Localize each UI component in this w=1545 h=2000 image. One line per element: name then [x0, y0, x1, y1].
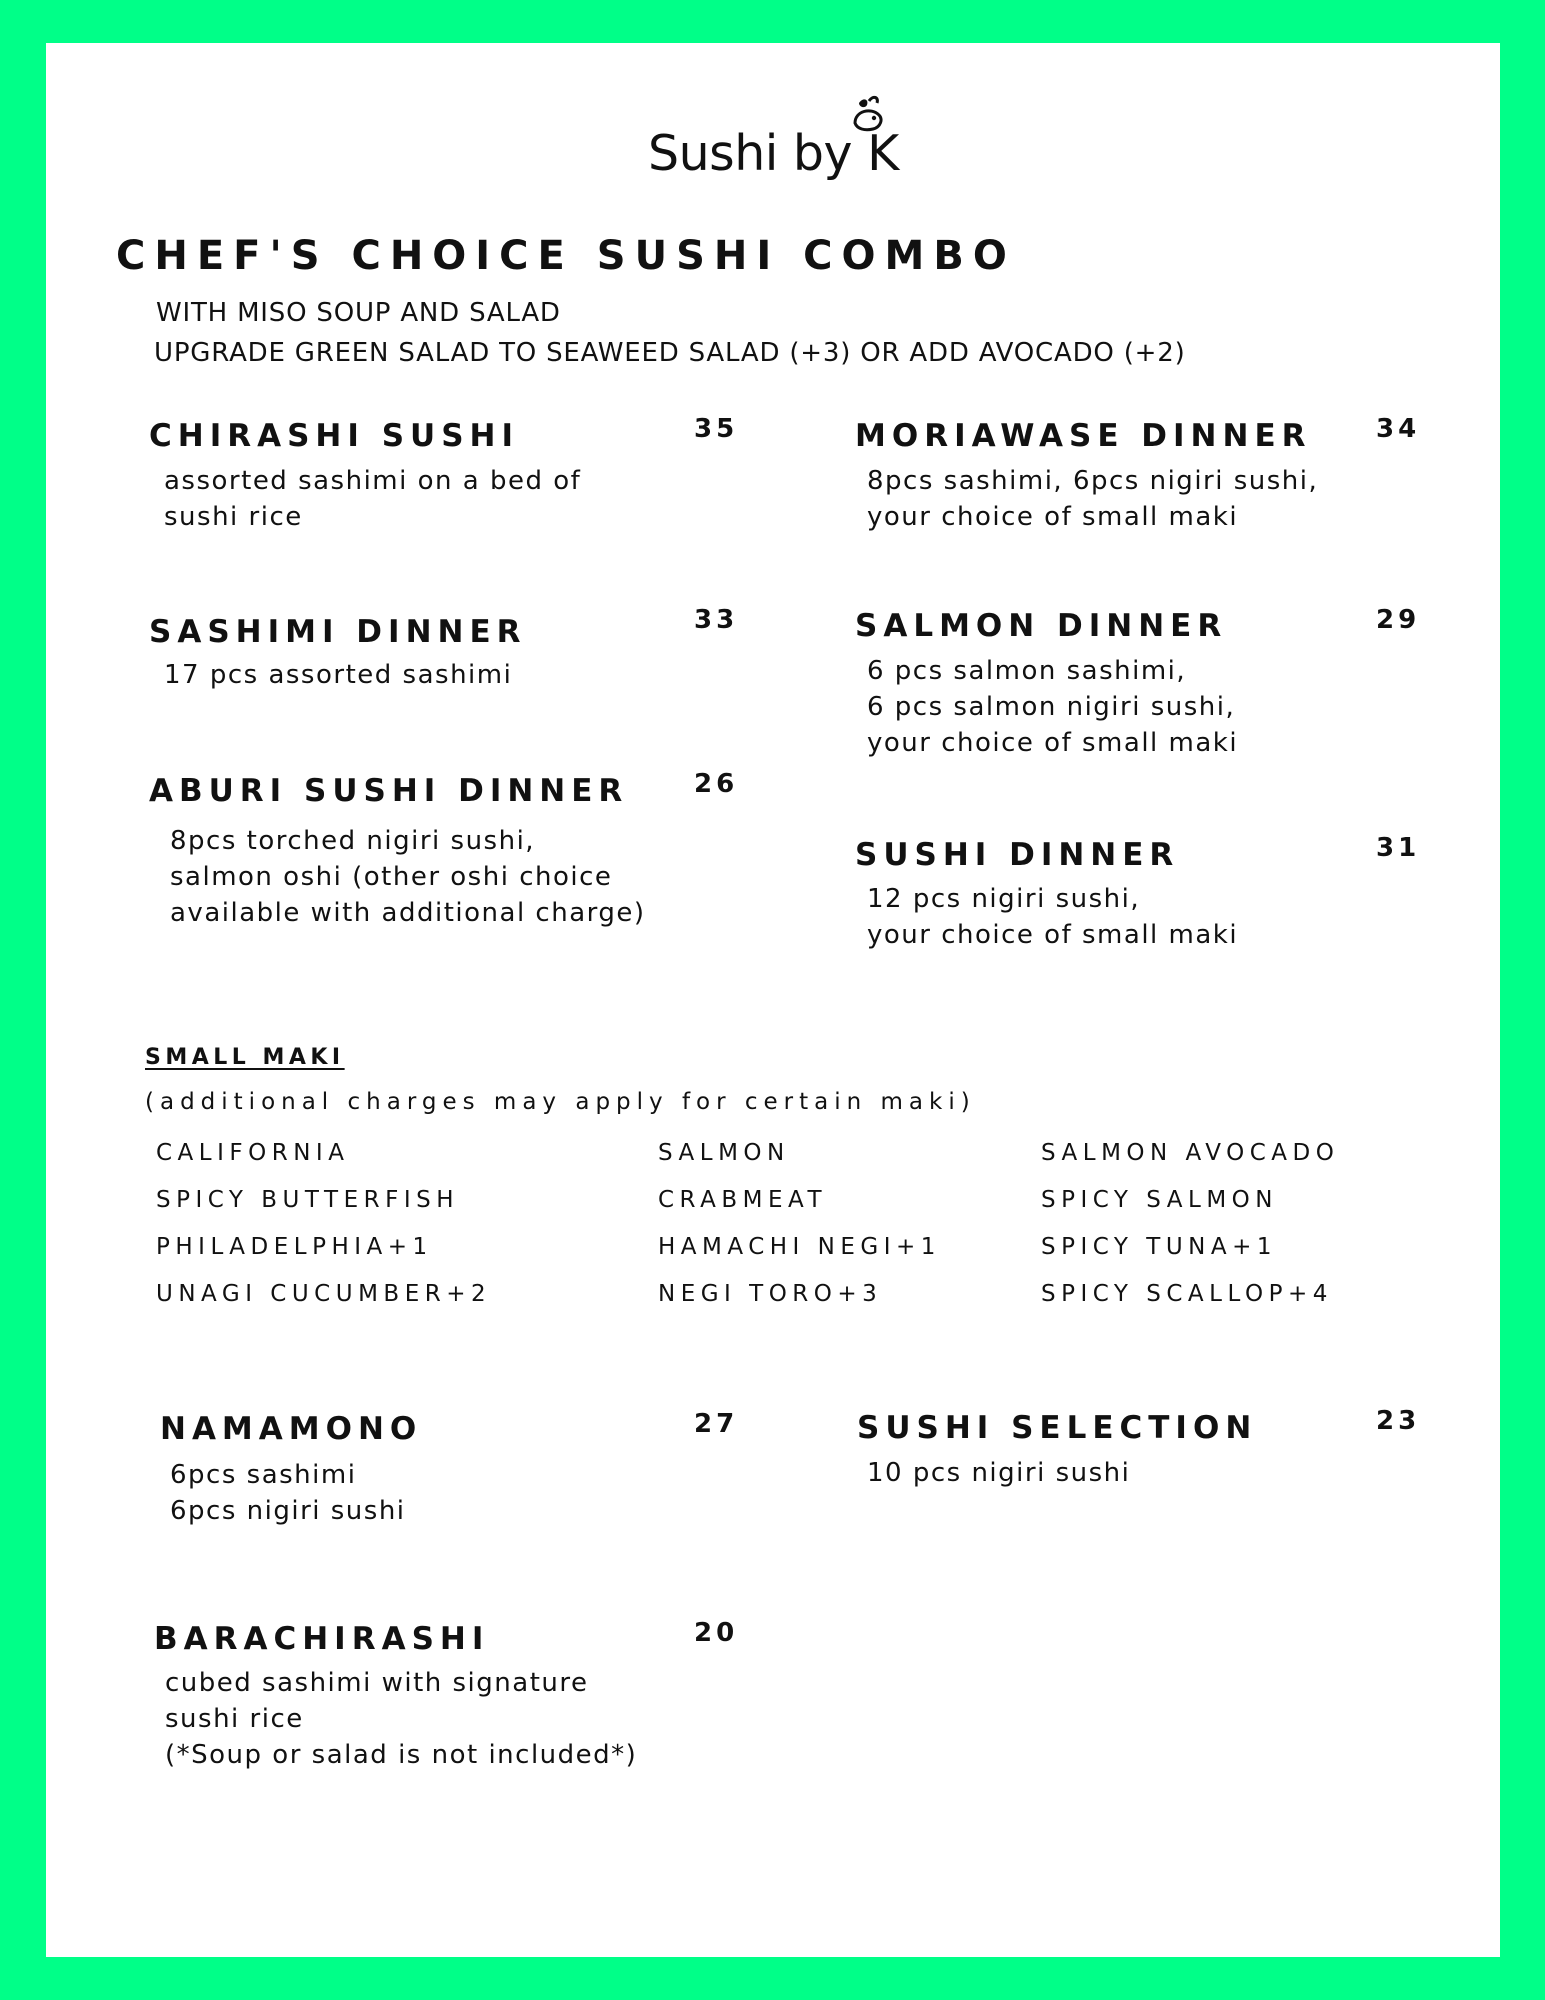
item-price-salmon: 29: [1376, 605, 1421, 635]
item-name-sashimi: SASHIMI DINNER: [149, 614, 527, 650]
item-name-moriawase: MORIAWASE DINNER: [855, 418, 1312, 454]
maki-item: SALMON AVOCADO: [1041, 1140, 1340, 1166]
maki-item: SPICY SCALLOP+4: [1041, 1281, 1333, 1307]
item-price-barachirashi: 20: [694, 1618, 739, 1648]
item-price-sushi-dinner: 31: [1376, 833, 1421, 863]
maki-item: NEGI TORO+3: [658, 1281, 883, 1307]
item-desc-salmon: 6 pcs salmon sashimi, 6 pcs salmon nigiri sushi, your choice of small maki: [867, 656, 1239, 758]
maki-item: SPICY TUNA+1: [1041, 1234, 1277, 1260]
item-desc-namamono: 6pcs sashimi 6pcs nigiri sushi: [170, 1460, 406, 1526]
item-price-namamono: 27: [694, 1409, 739, 1439]
menu-page: [46, 43, 1500, 1957]
maki-item: UNAGI CUCUMBER+2: [156, 1281, 492, 1307]
item-name-namamono: NAMAMONO: [160, 1411, 423, 1447]
item-name-barachirashi: BARACHIRASHI: [154, 1621, 490, 1657]
maki-column-3: [1041, 1130, 1339, 1318]
brand-name: Sushi by K: [648, 125, 899, 182]
item-price-chirashi: 35: [694, 414, 739, 444]
maki-item: HAMACHI NEGI+1: [658, 1234, 941, 1260]
subtitle-soup-salad: WITH MISO SOUP AND SALAD: [156, 298, 561, 328]
item-price-sashimi: 33: [694, 605, 739, 635]
maki-item: CALIFORNIA: [156, 1140, 350, 1166]
item-desc-sushi-selection: 10 pcs nigiri sushi: [867, 1458, 1131, 1488]
item-name-chirashi: CHIRASHI SUSHI: [149, 418, 519, 454]
item-price-aburi: 26: [694, 769, 739, 799]
small-maki-heading: SMALL MAKI: [145, 1045, 345, 1070]
small-maki-note: (additional charges may apply for certain maki): [145, 1089, 976, 1115]
maki-item: SALMON: [658, 1140, 790, 1166]
section-title: CHEF'S CHOICE SUSHI COMBO: [116, 233, 1016, 279]
item-desc-sushi-dinner: 12 pcs nigiri sushi, your choice of small maki: [867, 884, 1239, 950]
item-name-sushi-dinner: SUSHI DINNER: [855, 837, 1180, 873]
maki-column-1: [156, 1130, 491, 1318]
brand-logo: [648, 93, 948, 203]
subtitle-upgrade: UPGRADE GREEN SALAD TO SEAWEED SALAD (+3) OR ADD AVOCADO (+2): [154, 338, 1186, 368]
maki-item: PHILADELPHIA+1: [156, 1234, 433, 1260]
item-name-sushi-selection: SUSHI SELECTION: [857, 1410, 1258, 1446]
maki-column-2: [658, 1130, 941, 1318]
item-desc-aburi: 8pcs torched nigiri sushi, salmon oshi (other oshi choice available with additional charge): [170, 826, 646, 928]
item-name-aburi: ABURI SUSHI DINNER: [149, 773, 629, 809]
maki-item: CRABMEAT: [658, 1187, 827, 1213]
maki-item: SPICY BUTTERFISH: [156, 1187, 459, 1213]
item-desc-sashimi: 17 pcs assorted sashimi: [164, 660, 513, 690]
maki-item: SPICY SALMON: [1041, 1187, 1278, 1213]
fish-icon: [845, 93, 891, 139]
item-price-moriawase: 34: [1376, 414, 1421, 444]
item-desc-barachirashi: cubed sashimi with signature sushi rice (*Soup or salad is not included*): [165, 1668, 638, 1770]
item-desc-moriawase: 8pcs sashimi, 6pcs nigiri sushi, your choice of small maki: [867, 466, 1319, 532]
item-price-sushi-selection: 23: [1376, 1406, 1421, 1436]
item-name-salmon: SALMON DINNER: [855, 608, 1228, 644]
item-desc-chirashi: assorted sashimi on a bed of sushi rice: [164, 466, 582, 532]
